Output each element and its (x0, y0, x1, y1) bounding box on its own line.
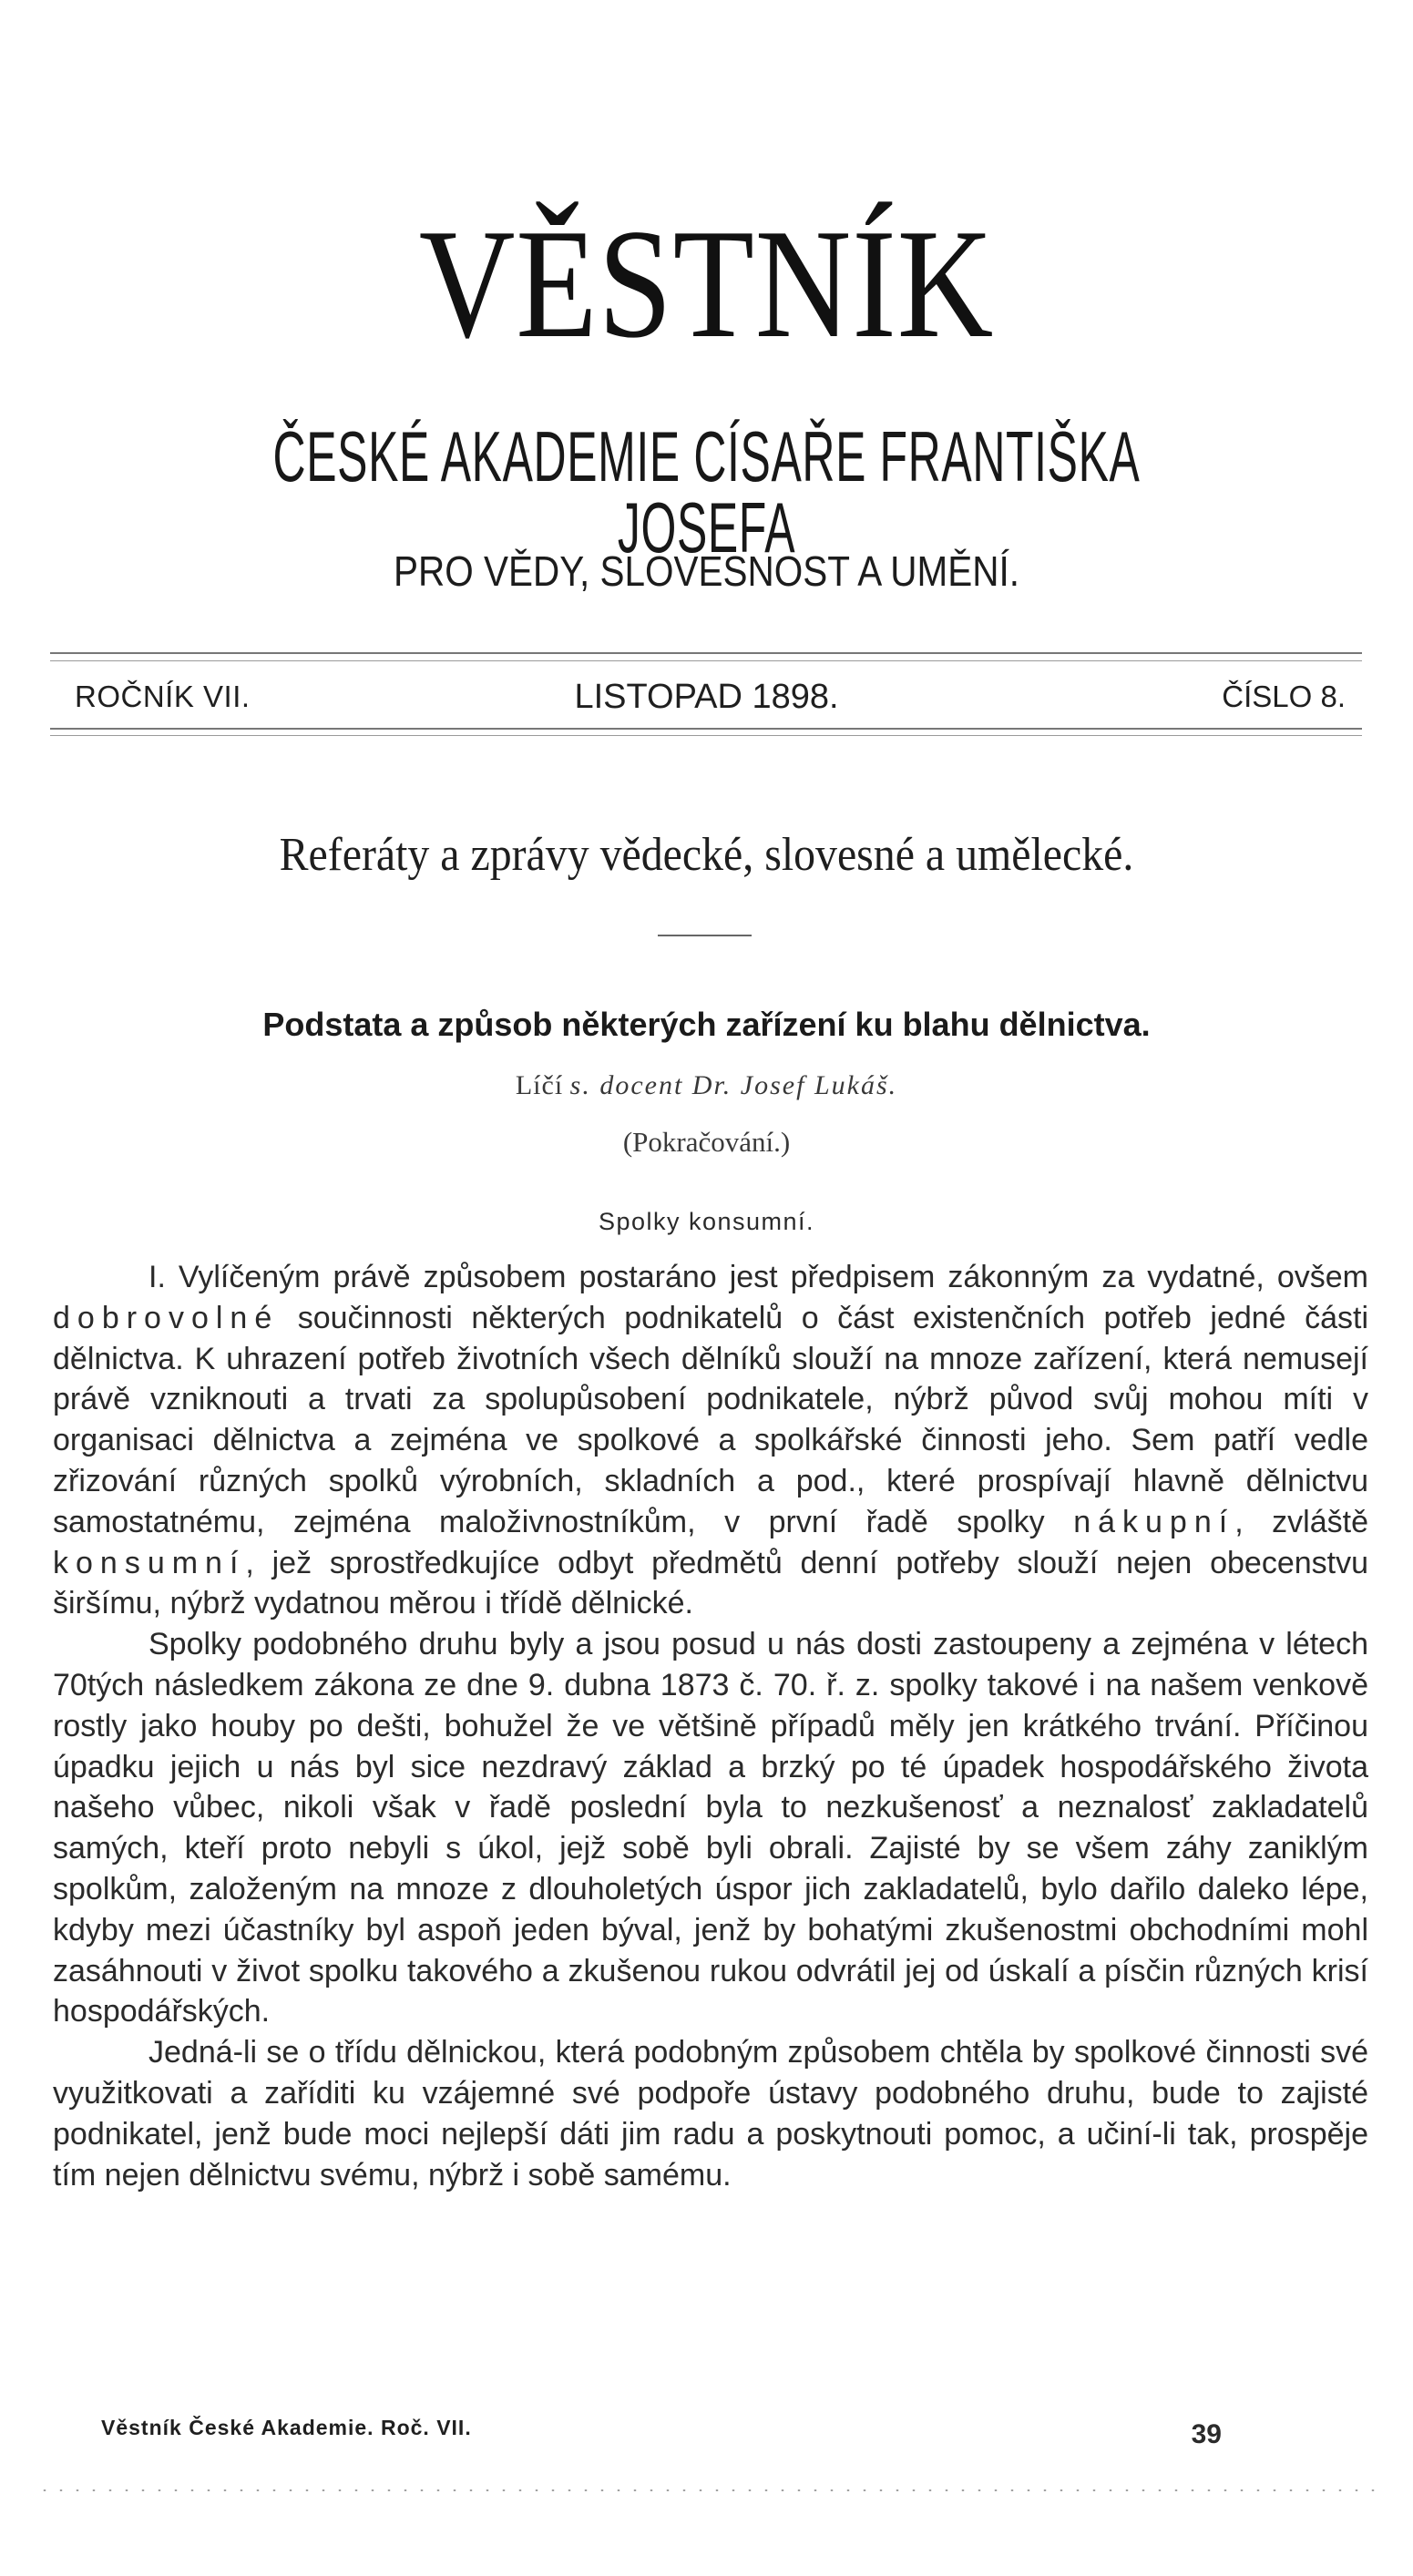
footer-journal-name: Věstník České Akademie. Roč. VII. (101, 2416, 472, 2439)
section-heading: Referáty a zprávy vědecké, slovesné a umělecké. (279, 829, 1134, 881)
bottom-double-rule-upper (50, 728, 1362, 730)
top-double-rule-lower (50, 660, 1362, 661)
section-divider (658, 935, 752, 936)
author-prefix: Líčí (515, 1070, 564, 1100)
paragraph-1-emphasis-consumer: konsumní (53, 1545, 246, 1580)
page-edge-dots (36, 2489, 1376, 2491)
subsection-heading: Spolky konsumní. (598, 1208, 815, 1235)
article-title: Podstata a způsob některých zařízení ku blahu dělnictva. (262, 1006, 1151, 1043)
paragraph-1-part-e: , zvláště (1234, 1504, 1368, 1539)
continued-note: (Pokračování.) (622, 1126, 791, 1158)
paragraph-3: Jedná-li se o třídu dělnickou, která podobným způsobem chtěla by spolkové činnosti své využitkovati a zaříditi ku vzájemné své podpoře ústavy podobného druhu, bude to zajisté podnikatel, jenž bude moci nejlepší dáti jim radu a poskytnouti pomoc, a učiní-li tak, prospěje tím nejen dělnictvu svému, nýbrž i sobě samému. (53, 2035, 1368, 2193)
paragraph-2: Spolky podobného druhu byly a jsou posud u nás dosti zastoupeny a zejména v létech 70tých následkem zákona ze dne 9. dubna 1873 č. 70. ř. z. spolky takové i na našem venkově rostly jako houby po dešti, bohužel že ve většině případů měly jen krátkého trvání. Příčinou úpadku jejich u nás byl sice nezdravý základ a brzký po té úpadek hospodářského života našeho vůbec, nikoli však v řadě poslední byla to nezkušenosť a neznalosť zakladatelů samých, kteří proto nebyli s úkol, jejž sobě byli obrali. Zajisté by se všem záhy zaniklým spolkům, založeným na mnoze z dlouholetých úspor jich zakladatelů, bylo dařilo daleko lépe, kdyby mezi účastníky byl aspoň jeden býval, jenž by bohatými zkušenostmi obchodními mohl zasáhnouti v život spolku takového a zkušenou rukou odvrátil jej od úskalí a písčin různých krisí hospodářských. (53, 1627, 1368, 2029)
paragraph-1-emphasis-purchase: nákupní (1073, 1504, 1235, 1539)
paragraph-1-emphasis-voluntary: dobrovolné (53, 1300, 280, 1335)
page-number: 39 (1191, 2419, 1222, 2449)
bottom-double-rule-lower (50, 735, 1362, 736)
article-body (53, 1257, 1368, 2195)
paragraph-1 (53, 1257, 1368, 1624)
paragraph-1-part-c: součinnosti některých podnikatelů o část existenčních potřeb jedné části dělnictva. K uhrazení potřeb životních všech dělníků slouží na mnoze zařízení, která nemusejí právě vzniknouti a trvati za spolupůsobení podnikatele, nýbrž původ svůj mohou míti v organisaci dělnictva a zejména ve spolkové a spolkářské činnosti jeho. Sem patří vedle zřizování různých spolků výrobních, skladních a pod., které prospívají hlavně dělnictvu samostatnému, zejména maloživnostníkům, v první řadě spolky (53, 1300, 1368, 1539)
journal-tagline: PRO VĚDY, SLOVESNOST A UMĚNÍ. (394, 547, 1019, 595)
issue-date: LISTOPAD 1898. (574, 678, 839, 716)
paragraph-1-part-g: , jež sprostředkujíce odbyt předmětů denní potřeby slouží nejen obecenstvu širšímu, nýbrž vydatnou měrou i třídě dělnické. (53, 1545, 1368, 1621)
author-line (0, 1069, 1413, 1102)
author-name: s. docent Dr. Josef Lukáš. (569, 1070, 898, 1100)
top-double-rule-upper (50, 652, 1362, 654)
issue-info-row (0, 676, 1413, 718)
volume-label: ROČNÍK VII. (75, 680, 251, 713)
journal-subtitle: ČESKÉ AKADEMIE CÍSAŘE FRANTIŠKA JOSEFA (272, 416, 1141, 567)
paragraph-1-part-a: I. Vylíčeným právě způsobem postaráno jest předpisem zákonným za vydatné, ovšem (148, 1260, 1368, 1294)
journal-title: VĚSTNÍK (418, 198, 995, 371)
issue-number: ČÍSLO 8. (1222, 680, 1346, 713)
